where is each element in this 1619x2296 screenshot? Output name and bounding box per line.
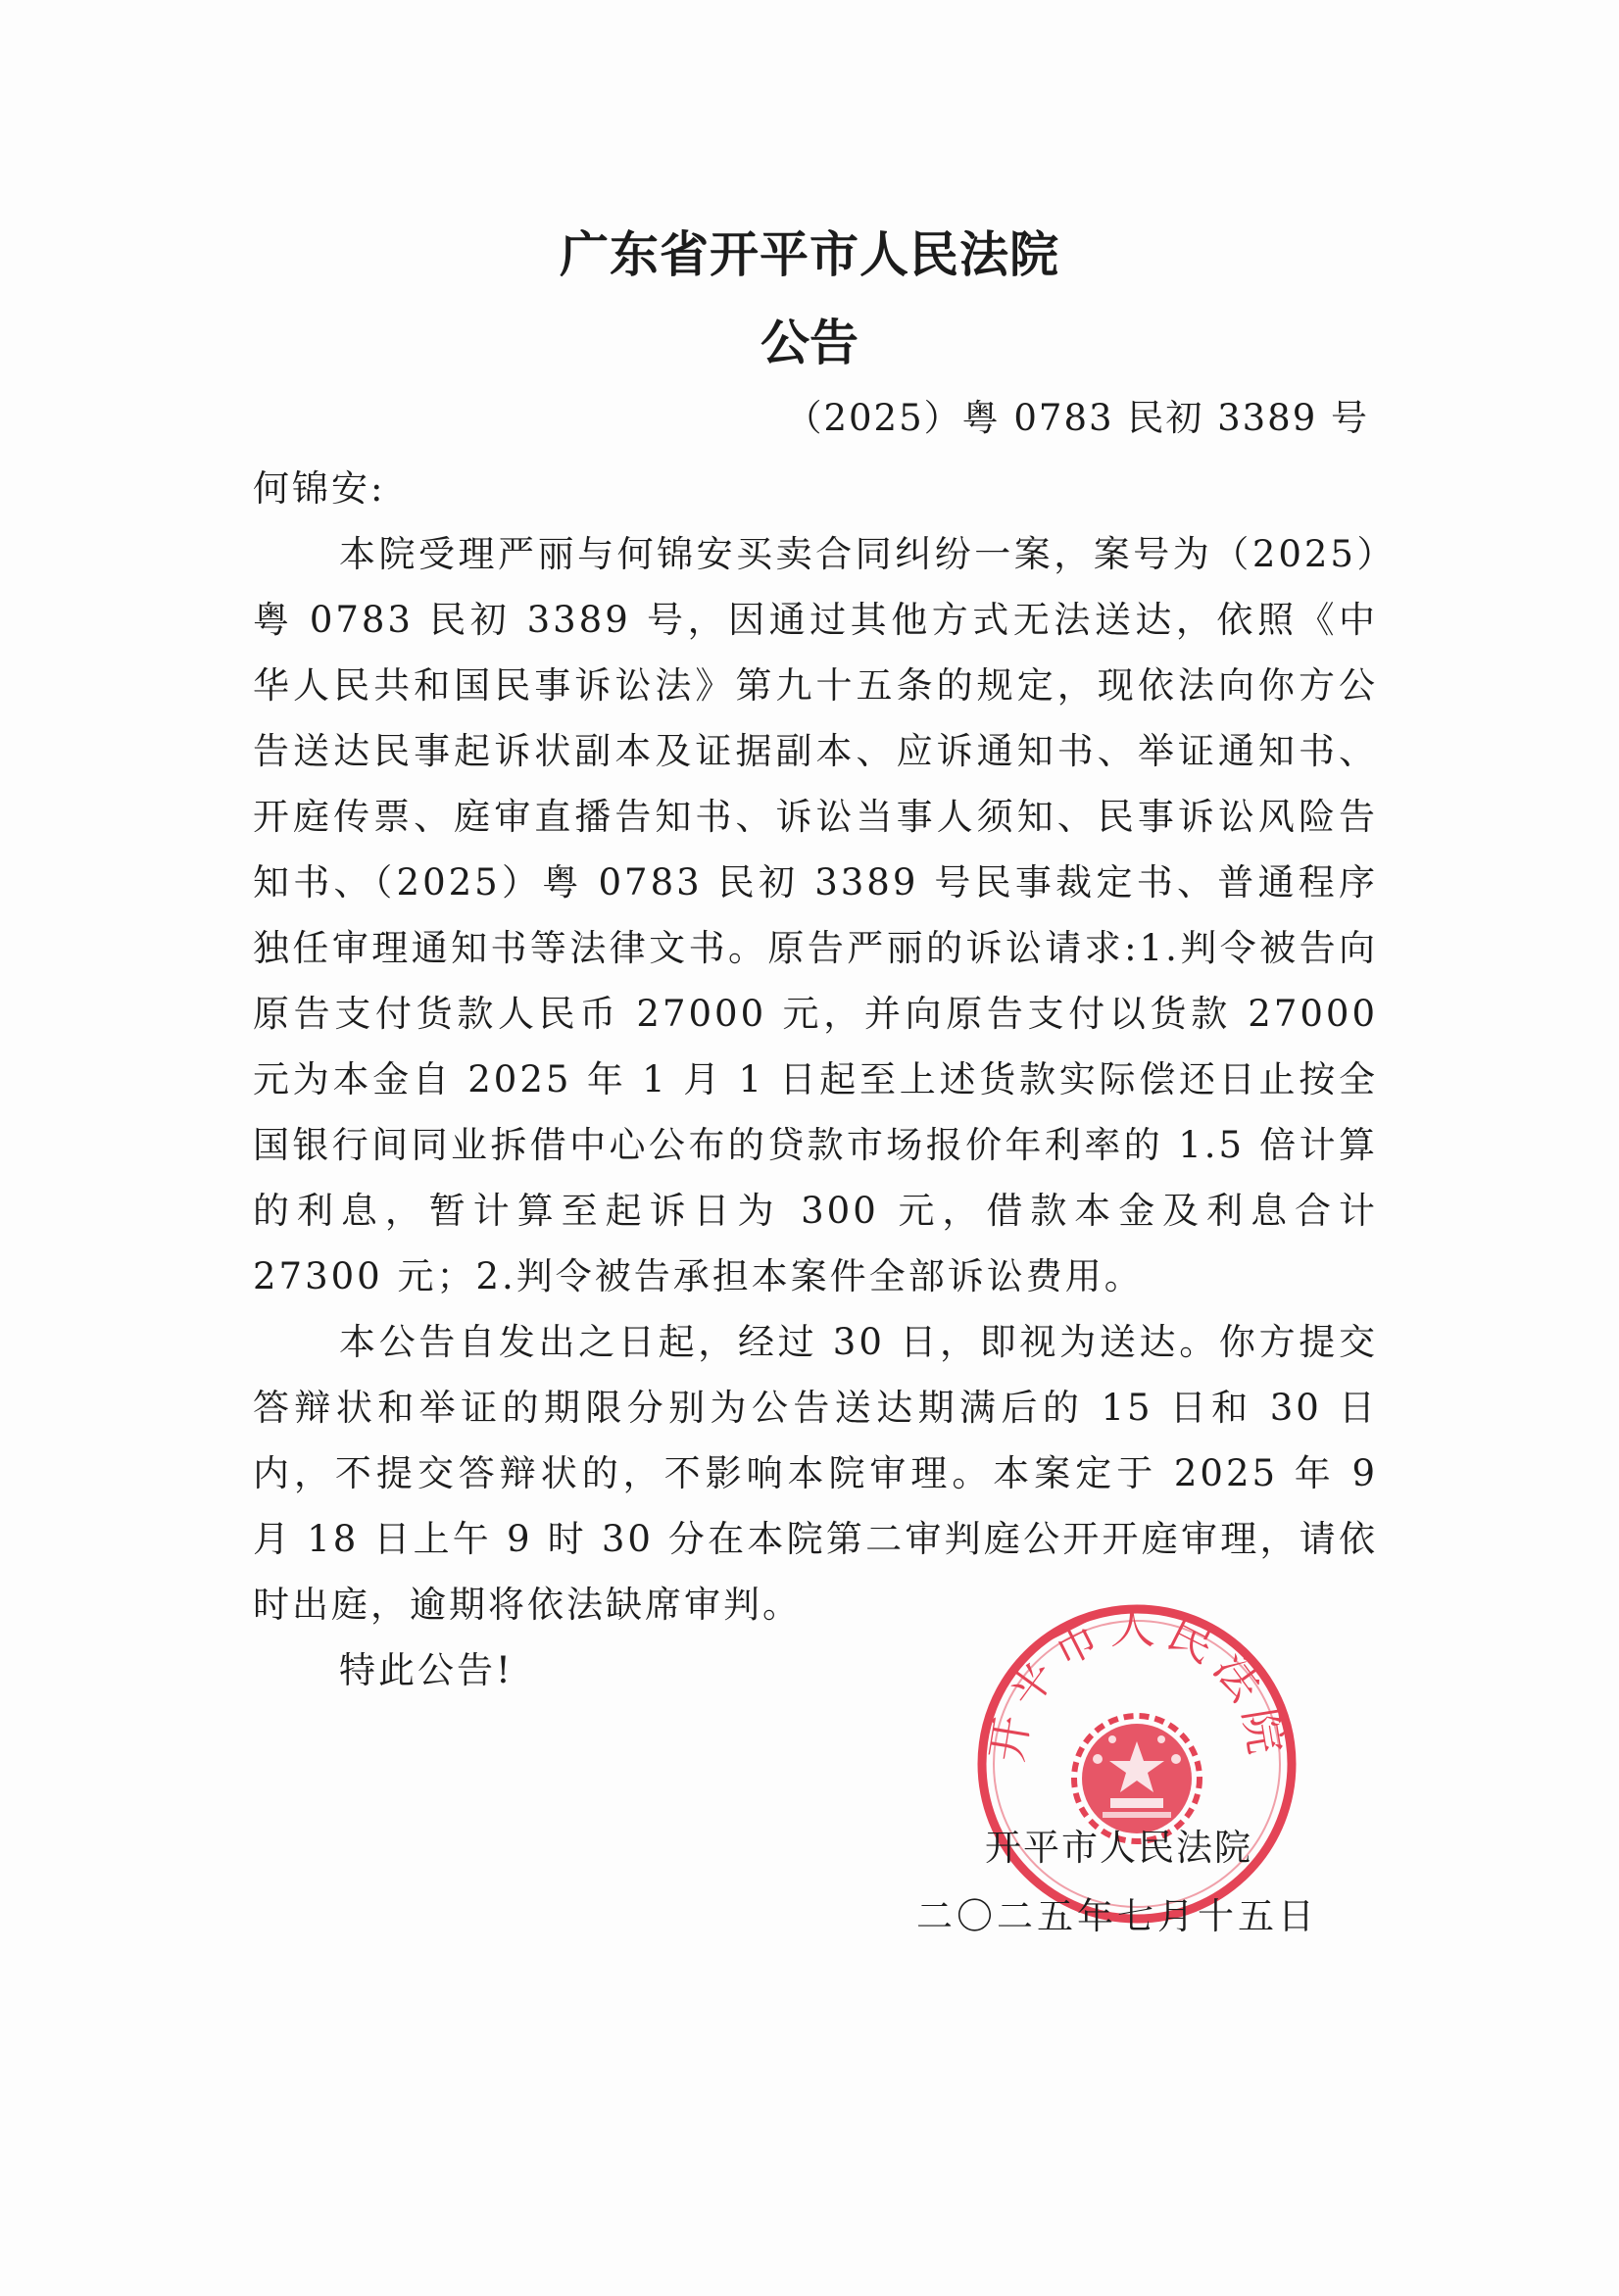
case-number: （2025）粤 0783 民初 3389 号 xyxy=(785,397,1369,439)
court-name: 广东省开平市人民法院 xyxy=(560,226,1059,283)
svg-text:开平市人民法院: 开平市人民法院 xyxy=(979,1602,1295,1766)
court-seal-icon xyxy=(975,1602,1299,1926)
document-title: 公告 xyxy=(760,315,859,371)
addressee: 何锦安: xyxy=(253,467,386,510)
signature-date: 二〇二五年七月十五日 xyxy=(916,1895,1318,1937)
paragraph-case-details: 本院受理严丽与何锦安买卖合同纠纷一案，案号为（2025）粤 0783 民初 3389 号，因通过其他方式无法送达，依照《中华人民共和国民事诉讼法》第九十五条的规定，现依法向你方公告送达民事起诉状副本及证据副本、应诉通知书、举证通知书、开庭传票、庭审直播告知书、诉讼当事人须知、民事诉讼风险告知书、（2025）粤 0783 民初 3389 号民事裁定书、普通程序独任审理通知书等法律文书。原告严丽的诉讼请求:1.判令被告向原告支付货款人民币 27000 元，并向原告支付以货款 27000 元为本金自 2025 年 1 月 1 日起至上述货款实际偿还日止按全国银行间同业拆借中心公布的贷款市场报价年利率的 1.5 倍计算的利息，暂计算至起诉日为 300 元，借款本金及利息合计 27300 元；2.判令被告承担本案件全部诉讼费用。 xyxy=(253,533,1378,1297)
signer-name: 开平市人民法院 xyxy=(985,1827,1252,1869)
notice-body xyxy=(253,451,1378,1703)
paragraph-closing: 特此公告! xyxy=(339,1649,514,1691)
paragraph-service-terms: 本公告自发出之日起，经过 30 日，即视为送达。你方提交答辩状和举证的期限分别为公告送达期满后的 15 日和 30 日内，不提交答辩状的，不影响本院审理。本案定于 2025 年 9 月 18 日上午 9 时 30 分在本院第二审判庭公开开庭审理，请依时出庭，逾期将依法缺席审判。 xyxy=(253,1321,1378,1626)
